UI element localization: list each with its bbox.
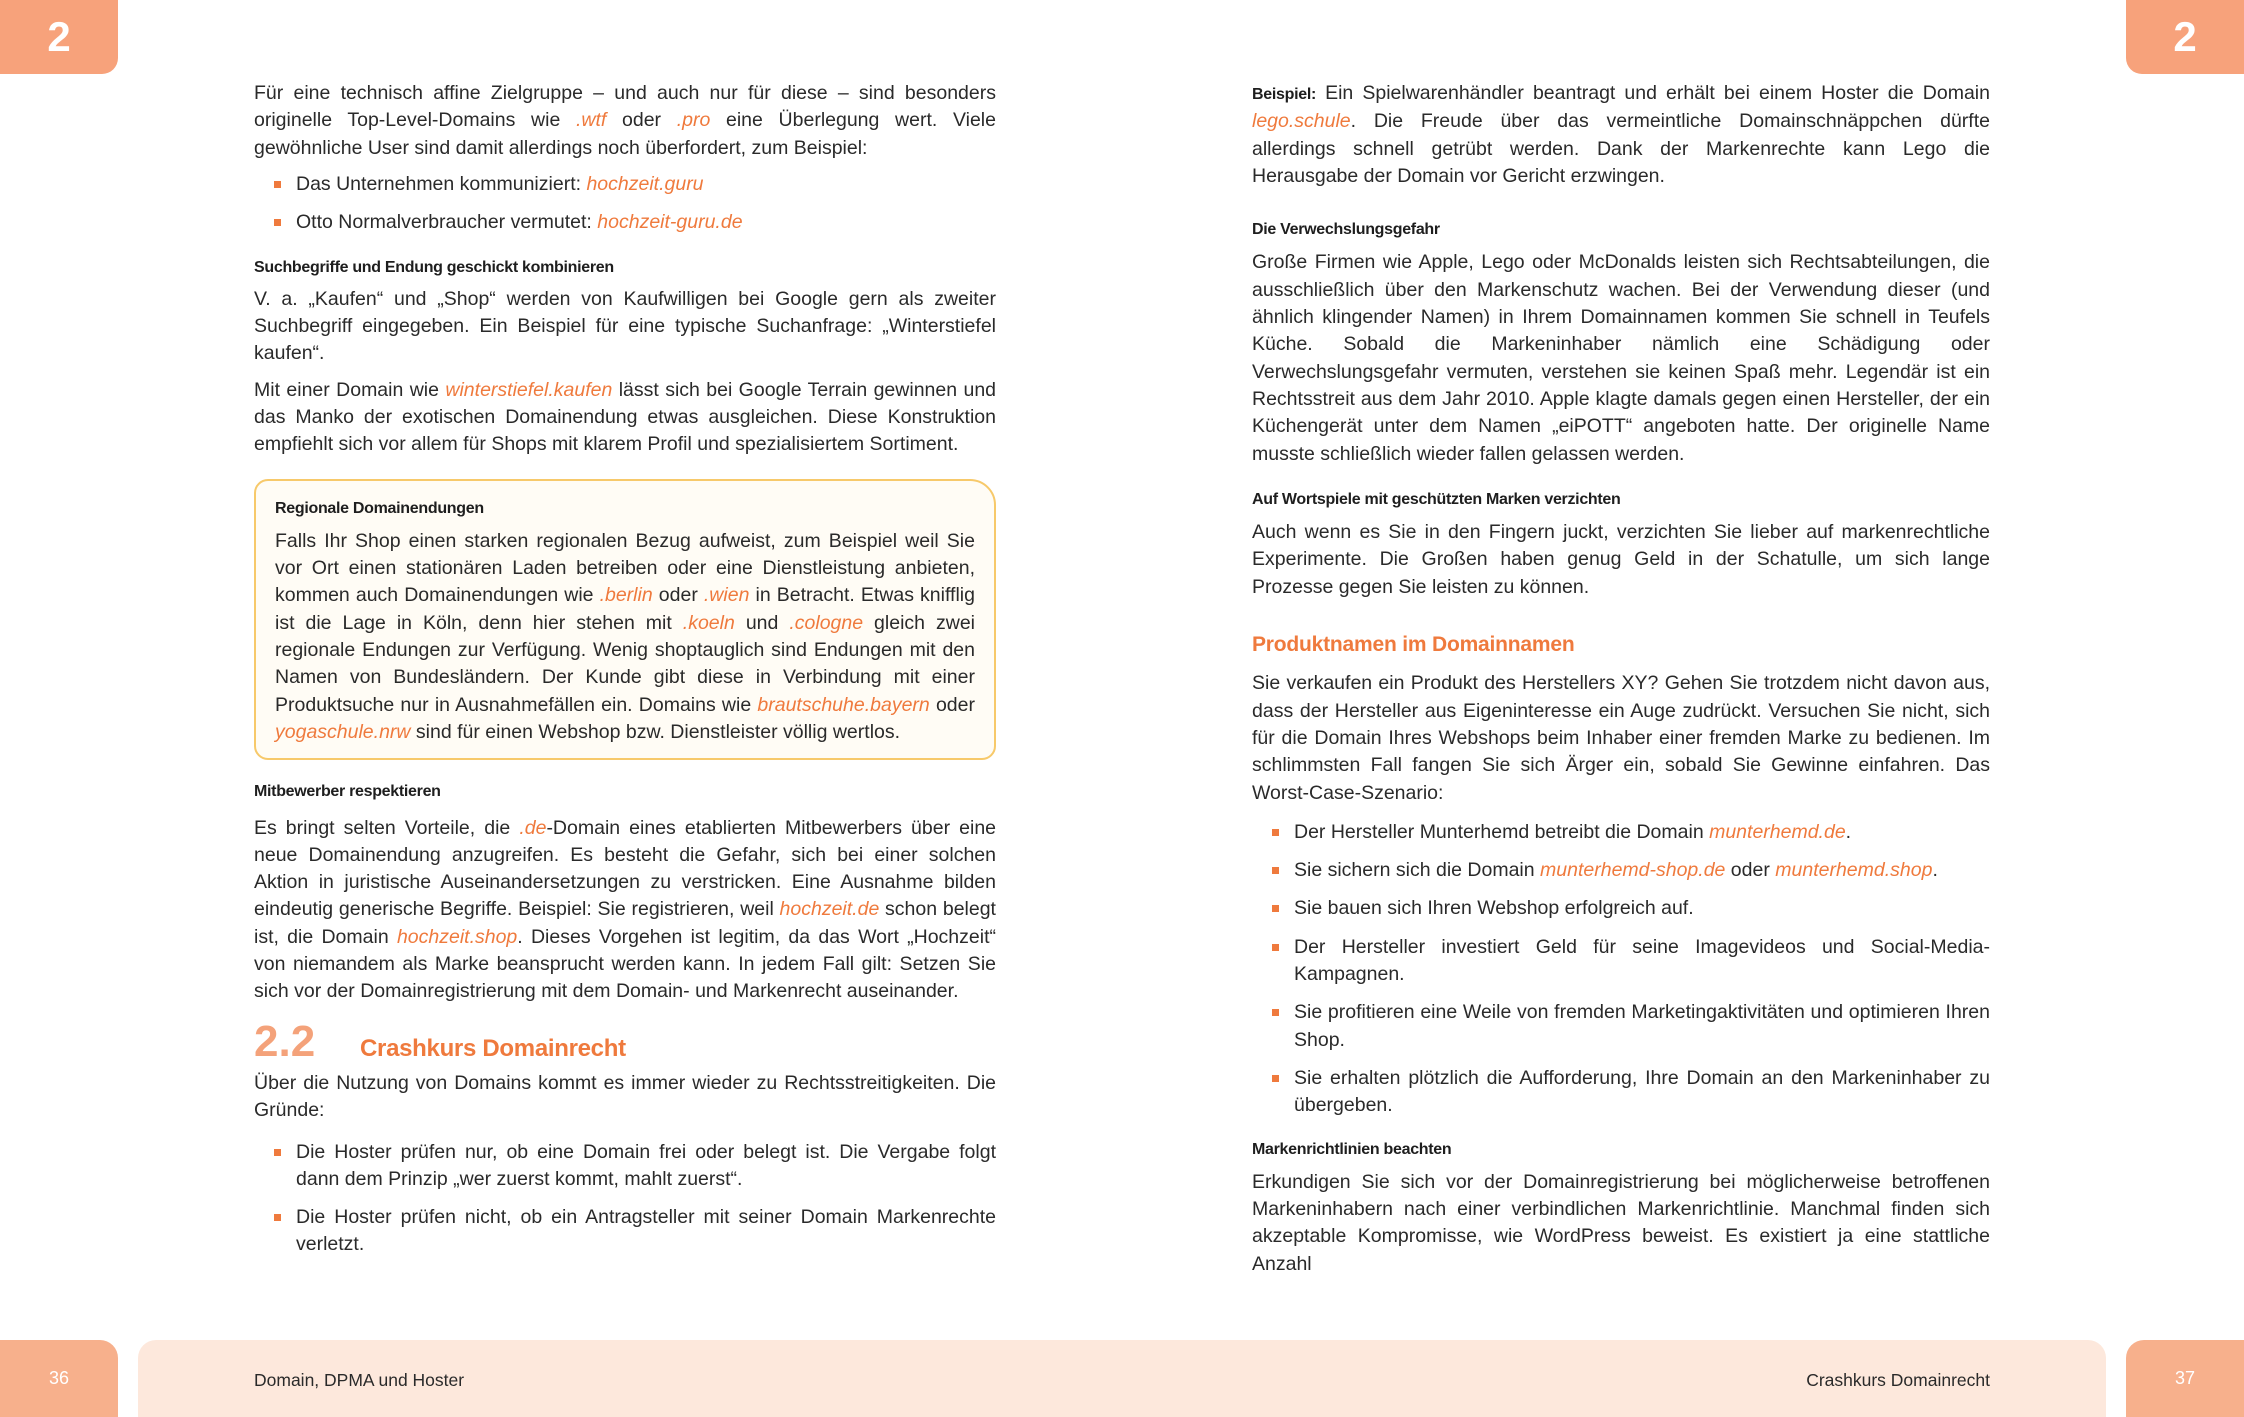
list-item (1252, 819, 1990, 846)
chapter-title: Crashkurs Domainrecht (360, 1034, 626, 1062)
domain-link[interactable]: .cologne (789, 611, 864, 634)
paragraph: Große Firmen wie Apple, Lego oder McDonalds leisten sich Rechtsabteilungen, die ausschließlich über den Markenschutz wachen. Bei der Verwendung dieser (und ähnlich klingender Namen) in Ihrem Domainnamen kommen Sie schnell in Teufels Küche. Sobald die Markeninhaber nämlich eine Schädigung oder Verwechslungsgefahr vermuten, verstehen sie keinen Spaß mehr. Legendär ist ein Rechtsstreit aus dem Jahr 2010. Apple klagte damals gegen einen Hersteller, der ein Küchengerät unter dem Namen „eiPOTT“ angeboten hatte. Der originelle Name musste schließlich wieder fallen gelassen werden. (1252, 251, 1990, 465)
domain-link[interactable]: .berlin (599, 584, 653, 607)
domain-link[interactable]: hochzeit-guru.de (597, 211, 743, 234)
footer-text-left: Domain, DPMA und Hoster (254, 1370, 465, 1390)
chapter-tab-right: 2 (2126, 0, 2244, 74)
page-number-right: 37 (2126, 1340, 2244, 1417)
domain-link[interactable]: .pro (676, 109, 711, 132)
list-item: Die Hoster prüfen nicht, ob ein Antragsteller mit seiner Domain Markenrechte verletzt. (254, 1204, 996, 1259)
subheading: Markenrichtlinien beachten (1252, 1140, 1452, 1158)
text-run: . (1845, 820, 1852, 843)
chapter-number: 2.2 (254, 1016, 316, 1066)
paragraph (254, 815, 996, 1006)
domain-link[interactable]: hochzeit.de (779, 898, 880, 921)
text-run: Sie sichern sich die Domain (1294, 859, 1541, 882)
right-column (1252, 80, 1990, 1287)
footer-text-right: Crashkurs Domainrecht (1806, 1370, 1990, 1390)
example-paragraph (1252, 80, 1990, 190)
text-run: . Dieses Vorgehen ist legitim, da das Wort „Hochzeit“ von niemandem als Marke beansprucht werden kann. In jedem Fall gilt: Setzen Sie sich vor der Domainregistrierung mit dem Domain- und Markenrecht auseinander. (254, 925, 996, 1003)
text-run: eine Überlegung wert. Viele gewöhnliche User sind damit allerdings noch überfordert, zum Beispiel: (254, 109, 996, 159)
list-item (254, 209, 996, 236)
domain-link[interactable]: .de (519, 816, 547, 839)
subheading: Auf Wortspiele mit geschützten Marken verzichten (1252, 490, 1621, 508)
domain-link[interactable]: munterhemd.de (1709, 820, 1846, 843)
domain-link[interactable]: munterhemd.shop (1775, 859, 1933, 882)
list-item: Sie erhalten plötzlich die Aufforderung, Ihre Domain an den Markeninhaber zu übergeben. (1252, 1065, 1990, 1120)
chapter-tab-left: 2 (0, 0, 118, 74)
text-run: -Domain eines etablierten Mitbewerbers über eine neue Domainendung anzugreifen. Es besteht die Gefahr, sich bei einer solchen Aktion in juristische Auseinandersetzungen zu verstricken. Eine Ausnahme bilden eindeutig generische Begriffe. Beispiel: Sie registrieren, weil (254, 816, 997, 921)
text-run: Für eine technisch affine Zielgruppe – und auch nur für diese – sind besonders originelle Top-Level-Domains wie (254, 82, 996, 132)
domain-link[interactable]: lego.schule (1252, 110, 1351, 133)
info-box-title: Regionale Domainendungen (275, 499, 484, 517)
text-run: gleich zwei regionale Endungen zur Verfügung. Wenig shoptauglich sind Endungen mit den Namen von Bundesländern. Der Kunde gibt diese in Verbindung mit einer Produktsuche nur in Ausnahmefällen ein. Domains wie (275, 611, 975, 716)
example-label: Beispiel: (1252, 86, 1316, 103)
list-item: Der Hersteller investiert Geld für seine Imagevideos und Social-Media-Kampagnen. (1252, 934, 1990, 989)
list-item: Sie profitieren eine Weile von fremden Marketingaktivitäten und optimieren Ihren Shop. (1252, 999, 1990, 1054)
list-item (1252, 857, 1990, 884)
text-run: oder (606, 109, 677, 132)
domain-link[interactable]: .wtf (575, 109, 607, 132)
text-run: in Betracht. Etwas knifflig ist die Lage in Köln, denn hier stehen mit (275, 584, 975, 634)
list-item: Sie bauen sich Ihren Webshop erfolgreich auf. (1252, 895, 1990, 922)
domain-link[interactable]: yogaschule.nrw (275, 720, 411, 743)
text-run: . (1932, 859, 1938, 882)
page-number-left: 36 (0, 1340, 118, 1417)
text-run: Otto Normalverbraucher vermutet: (296, 211, 598, 234)
bullet-list (1252, 819, 1990, 1120)
domain-link[interactable]: .wien (703, 584, 750, 607)
text-run: sind für einen Webshop bzw. Dienstleister völlig wertlos. (410, 720, 901, 743)
info-box-text (275, 528, 975, 746)
paragraph (254, 377, 996, 459)
text-run: Falls Ihr Shop einen starken regionalen Bezug aufweist, zum Beispiel weil Sie vor Ort einen stationären Laden betreiben oder eine Dienstleistung anbieten, kommen auch Domainendungen wie (275, 529, 975, 607)
text-run: Es bringt selten Vorteile, die (254, 816, 520, 839)
section-heading: Produktnamen im Domainnamen (1252, 633, 1575, 657)
list-item (254, 171, 996, 198)
text-run: und (734, 611, 790, 634)
domain-link[interactable]: winterstiefel.kaufen (445, 378, 613, 401)
paragraph: Sie verkaufen ein Produkt des Herstellers XY? Gehen Sie trotzdem nicht davon aus, dass der Hersteller aus Eigeninteresse ein Auge zudrückt. Versuchen Sie nicht, sich für die Domain Ihres Webshops beim Inhaber einer fremden Marke zu bedienen. Im schlimmsten Fall fangen Sie sich Ärger ein, sobald Sie Gewinne einfahren. Das Worst-Case-Szenario: (1252, 672, 1990, 804)
text-run: Ein Spielwarenhändler beantragt und erhält bei einem Hoster die Domain (1316, 82, 1990, 104)
text-run: Der Hersteller Munterhemd betreibt die Domain (1294, 820, 1710, 843)
text-run: oder (929, 693, 975, 716)
text-run: lässt sich bei Google Terrain gewinnen und das Manko der exotischen Domainendung etwas ausgleichen. Diese Konstruktion empfiehlt sich vor allem für Shops mit klarem Profil und spezialisiertem Sortiment. (254, 378, 997, 456)
text-run: oder (652, 584, 704, 607)
domain-link[interactable]: .koeln (682, 611, 735, 634)
text-run: schon belegt ist, die Domain (254, 898, 996, 948)
text-run: Das Unternehmen kommuniziert: (296, 172, 587, 195)
bullet-list (254, 171, 996, 237)
paragraph: Auch wenn es Sie in den Fingern juckt, verzichten Sie lieber auf markenrechtliche Experimente. Die Großen haben genug Geld in der Schatulle, um sich lange Prozesse gegen Sie leisten zu können. (1252, 521, 1990, 598)
left-column (254, 80, 996, 1270)
text-run: . Die Freude über das vermeintliche Domainschnäppchen dürfte allerdings schnell getrübt werden. Dank der Markenrechte kann Lego die Herausgabe der Domain vor Gericht erzwingen. (1252, 110, 1990, 187)
domain-link[interactable]: brautschuhe.bayern (757, 693, 930, 716)
text-run: oder (1725, 859, 1776, 882)
paragraph: Über die Nutzung von Domains kommt es immer wieder zu Rechtsstreitigkeiten. Die Gründe: (254, 1071, 996, 1122)
domain-link[interactable]: munterhemd-shop.de (1540, 859, 1726, 882)
intro-paragraph (254, 80, 996, 162)
info-box (254, 479, 996, 761)
domain-link[interactable]: hochzeit.guru (586, 172, 704, 195)
chapter-heading (254, 1016, 996, 1066)
subheading: Mitbewerber respektieren (254, 783, 441, 801)
list-item: Die Hoster prüfen nur, ob eine Domain frei oder belegt ist. Die Vergabe folgt dann dem Prinzip „wer zuerst kommt, mahlt zuerst“. (254, 1139, 996, 1194)
bullet-list (254, 1139, 996, 1259)
subheading: Die Verwechslungsgefahr (1252, 221, 1440, 239)
subheading: Suchbegriffe und Endung geschickt kombinieren (254, 259, 614, 277)
paragraph: Erkundigen Sie sich vor der Domainregistrierung bei möglicherweise betroffenen Markeninhabern nach einer verbindlichen Markenrichtlinie. Manchmal finden sich akzeptable Kompromisse, wie WordPress beweist. Es existiert ja eine stattliche Anzahl (1252, 1170, 1990, 1275)
domain-link[interactable]: hochzeit.shop (396, 925, 518, 948)
paragraph: V. a. „Kaufen“ und „Shop“ werden von Kaufwilligen bei Google gern als zweiter Suchbegriff eingegeben. Ein Beispiel für eine typische Suchanfrage: „Winterstiefel kaufen“. (254, 287, 996, 365)
text-run: Mit einer Domain wie (254, 378, 446, 401)
